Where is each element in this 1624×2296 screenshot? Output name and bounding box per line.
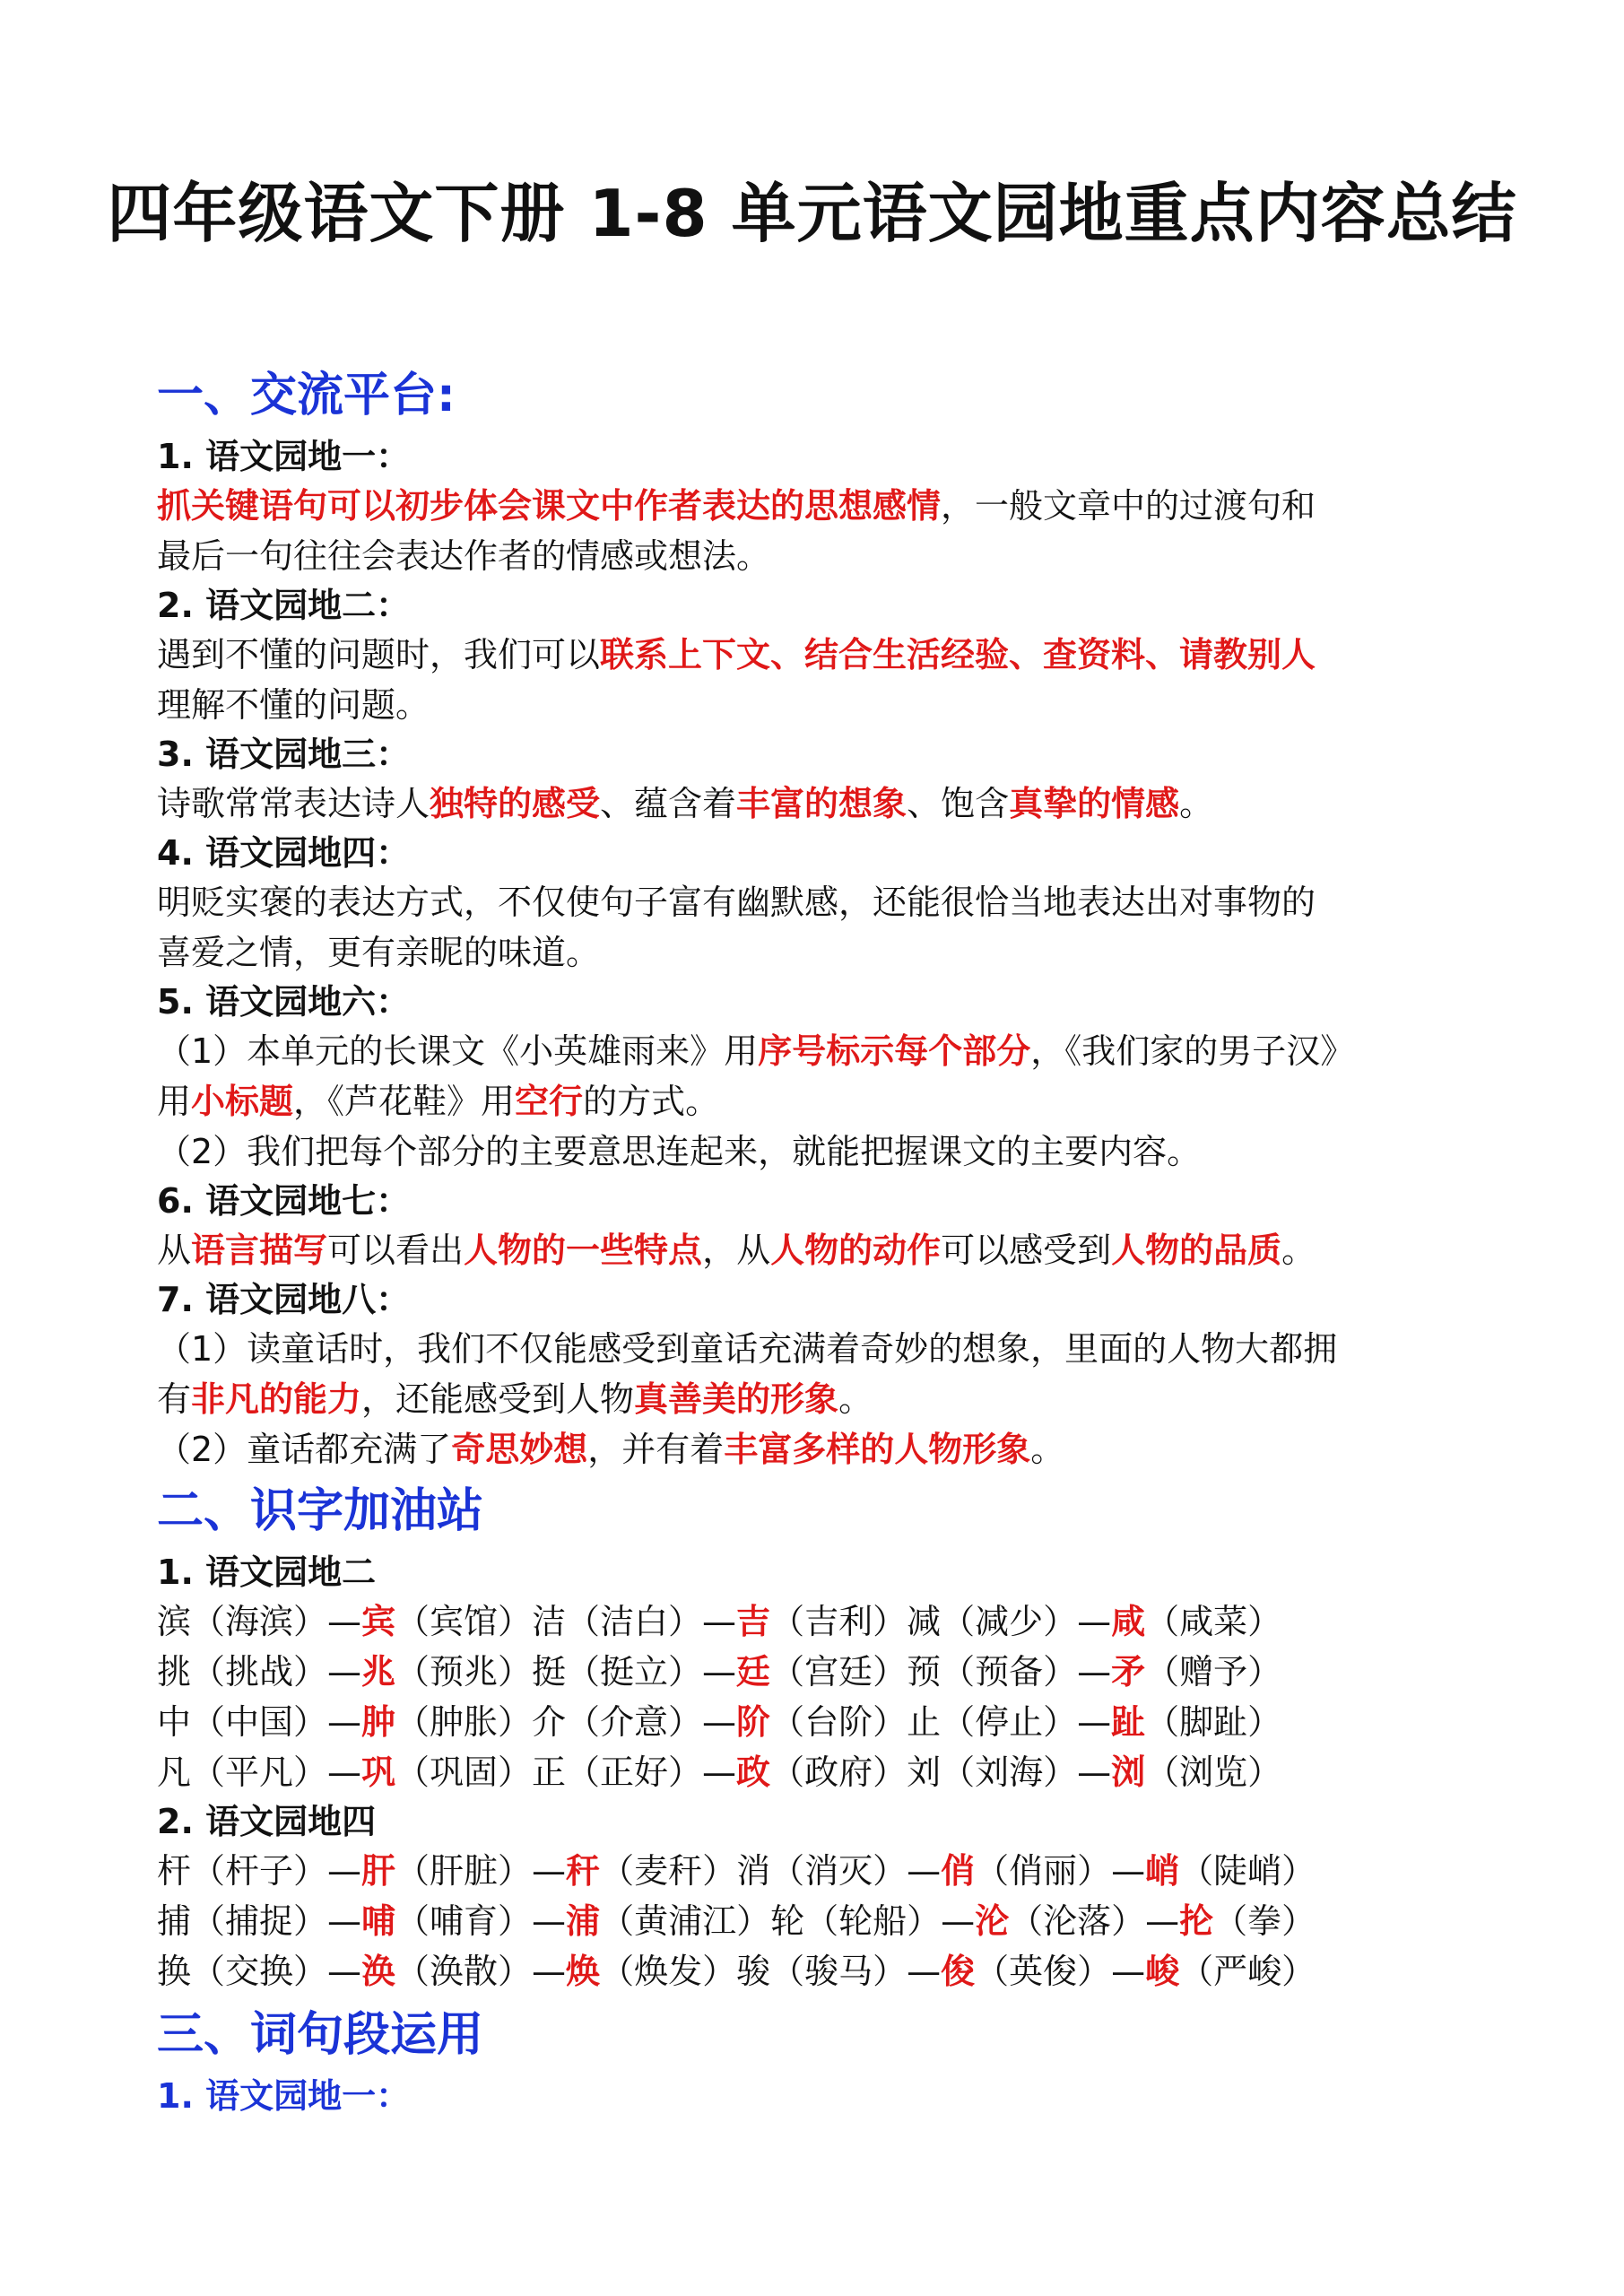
- highlighted-text: 矛: [1111, 1652, 1146, 1692]
- highlighted-text: 丰富的想象: [736, 784, 908, 823]
- highlighted-text: 人物的一些特点: [464, 1231, 703, 1270]
- text-run: 的方式。: [583, 1082, 720, 1121]
- text-line: [157, 1225, 1493, 1275]
- text-line: [157, 1424, 1493, 1474]
- highlighted-text: 巩: [361, 1752, 396, 1792]
- text-run: （英俊）—: [975, 1952, 1146, 1991]
- subsection-label: 6. 语文园地七：: [157, 1181, 411, 1221]
- highlighted-text: 俏: [941, 1851, 976, 1891]
- subsection-label: 7. 语文园地八：: [157, 1280, 411, 1319]
- text-run: （严峻）: [1179, 1952, 1316, 1991]
- text-run: 最后一句往往会表达作者的情感或想法。: [157, 536, 771, 576]
- highlighted-text: 丰富多样的人物形象: [724, 1430, 1031, 1469]
- highlighted-text: 小标题: [191, 1082, 294, 1121]
- text-line: [157, 1846, 1493, 1896]
- text-run: 换（交换）—: [157, 1952, 362, 1991]
- text-run: 理解不懂的问题。: [157, 685, 430, 725]
- highlighted-text: 廷: [736, 1652, 771, 1692]
- highlighted-text: 奇思妙想: [451, 1430, 588, 1469]
- subsection: [157, 1797, 1493, 1996]
- subsection-label: 1. 语文园地二: [157, 1552, 377, 1592]
- text-run: 挑（挑战）—: [157, 1652, 362, 1692]
- text-run: （预兆）挺（挺立）—: [395, 1652, 737, 1692]
- text-run: 从: [157, 1231, 192, 1270]
- text-run: 滨（海滨）—: [157, 1602, 362, 1641]
- highlighted-text: 人物的动作: [770, 1231, 942, 1270]
- text-line: [157, 481, 1493, 531]
- section-blocks: [157, 2072, 1493, 2120]
- text-run: （肝脏）—: [395, 1851, 567, 1891]
- highlighted-text: 浏: [1111, 1752, 1146, 1792]
- text-run: （俏丽）—: [975, 1851, 1146, 1891]
- subsection: [157, 730, 1493, 829]
- highlighted-text: 浦: [566, 1901, 601, 1941]
- highlighted-text: 政: [736, 1752, 771, 1792]
- text-run: ，从: [702, 1231, 771, 1270]
- text-run: 用: [157, 1082, 192, 1121]
- text-run: （1）本单元的长课文《小英雄雨来》用: [157, 1031, 759, 1071]
- section-heading: 三、词句段运用: [157, 2008, 484, 2062]
- section-literacy-station: [157, 1483, 1493, 1996]
- section-exchange-platform: [157, 368, 1493, 1474]
- subsection: [157, 1177, 1493, 1275]
- text-run: 。: [1179, 784, 1214, 823]
- text-run: （吉利）减（减少）—: [770, 1602, 1112, 1641]
- text-line: [157, 630, 1493, 680]
- highlighted-text: 抓关键语句可以初步体会课文中作者表达的思想感情: [157, 486, 942, 526]
- subsection-label: 2. 语文园地二：: [157, 586, 411, 625]
- highlighted-text: 吉: [736, 1602, 771, 1641]
- subsection: [157, 2072, 1493, 2120]
- text-run: （肿胀）介（介意）—: [395, 1702, 737, 1742]
- text-run: （1）读童话时，我们不仅能感受到童话充满着奇妙的想象，里面的人物大都拥: [157, 1329, 1338, 1369]
- text-line: [157, 1946, 1493, 1996]
- subsection-label: 1. 语文园地一：: [157, 2076, 411, 2116]
- text-run: 喜爱之情，更有亲昵的味道。: [157, 933, 601, 972]
- highlighted-text: 沦: [975, 1901, 1010, 1941]
- highlighted-text: 空行: [515, 1082, 584, 1121]
- highlighted-text: 俊: [941, 1952, 976, 1991]
- section-heading: 二、识字加油站: [157, 1484, 484, 1538]
- text-run: ，并有着: [587, 1430, 725, 1469]
- text-run: （政府）刘（刘海）—: [770, 1752, 1112, 1792]
- subsection-label: 1. 语文园地一：: [157, 437, 411, 476]
- highlighted-text: 峻: [1145, 1952, 1180, 1991]
- highlighted-text: 焕: [566, 1952, 601, 1991]
- highlighted-text: 人物的品质: [1111, 1231, 1282, 1270]
- text-line: [157, 1026, 1493, 1076]
- text-run: （沦落）—: [1009, 1901, 1180, 1941]
- document-content: [157, 368, 1493, 2120]
- highlighted-text: 肝: [361, 1851, 396, 1891]
- section-heading: 一、交流平台:: [157, 369, 456, 422]
- text-run: 中（中国）—: [157, 1702, 362, 1742]
- text-run: （赠予）: [1145, 1652, 1282, 1692]
- text-line: [157, 1076, 1493, 1126]
- highlighted-text: 阶: [736, 1702, 771, 1742]
- text-line: [157, 1126, 1493, 1177]
- highlighted-text: 宾: [361, 1602, 396, 1641]
- text-run: （哺育）—: [395, 1901, 567, 1941]
- text-run: （拳）: [1213, 1901, 1316, 1941]
- text-run: 可以感受到: [941, 1231, 1112, 1270]
- text-run: （陡峭）: [1179, 1851, 1316, 1891]
- text-run: （2）童话都充满了: [157, 1430, 452, 1469]
- text-run: ，还能感受到人物: [361, 1379, 635, 1419]
- highlighted-text: 秆: [566, 1851, 601, 1891]
- text-run: 可以看出: [327, 1231, 465, 1270]
- text-run: （脚趾）: [1145, 1702, 1282, 1742]
- subsection: [157, 432, 1493, 581]
- text-run: ，一般文章中的过渡句和: [941, 486, 1316, 526]
- highlighted-text: 兆: [361, 1652, 396, 1692]
- text-run: （宫廷）预（预备）—: [770, 1652, 1112, 1692]
- text-run: 有: [157, 1379, 192, 1419]
- subsection: [157, 1275, 1493, 1474]
- text-line: [157, 1896, 1493, 1946]
- text-run: （台阶）止（停止）—: [770, 1702, 1112, 1742]
- text-run: 遇到不懂的问题时，我们可以: [157, 635, 601, 674]
- highlighted-text: 真善美的形象: [634, 1379, 839, 1419]
- text-run: （涣散）—: [395, 1952, 567, 1991]
- text-run: ，《我们家的男子汉》: [1030, 1031, 1355, 1071]
- highlighted-text: 咸: [1111, 1602, 1146, 1641]
- highlighted-text: 非凡的能力: [191, 1379, 362, 1419]
- text-run: ，《芦花鞋》用: [293, 1082, 516, 1121]
- text-line: [157, 1697, 1493, 1747]
- text-line: [157, 1747, 1493, 1797]
- text-run: （宾馆）洁（洁白）—: [395, 1602, 737, 1641]
- text-run: （黄浦江）轮（轮船）—: [600, 1901, 976, 1941]
- text-run: 凡（平凡）—: [157, 1752, 362, 1792]
- highlighted-text: 独特的感受: [430, 784, 601, 823]
- subsection-label: 4. 语文园地四：: [157, 833, 411, 873]
- text-run: 诗歌常常表达诗人: [157, 784, 430, 823]
- highlighted-text: 语言描写: [191, 1231, 328, 1270]
- text-run: 杆（杆子）—: [157, 1851, 362, 1891]
- highlighted-text: 真挚的情感: [1009, 784, 1180, 823]
- section-blocks: [157, 1548, 1493, 1996]
- subsection-label: 3. 语文园地三：: [157, 735, 411, 774]
- text-run: （巩固）正（正好）—: [395, 1752, 737, 1792]
- text-run: （浏览）: [1145, 1752, 1282, 1792]
- text-run: 。: [838, 1379, 873, 1419]
- highlighted-text: 峭: [1145, 1851, 1180, 1891]
- subsection-label: 5. 语文园地六：: [157, 982, 411, 1022]
- text-run: （2）我们把每个部分的主要意思连起来，就能把握课文的主要内容。: [157, 1132, 1202, 1171]
- text-run: 。: [1030, 1430, 1065, 1469]
- section-blocks: [157, 432, 1493, 1474]
- text-line: [157, 1647, 1493, 1697]
- subsection-label: 2. 语文园地四: [157, 1802, 377, 1841]
- subsection: [157, 581, 1493, 730]
- section-phrase-usage: [157, 2007, 1493, 2120]
- text-run: （麦秆）消（消灭）—: [600, 1851, 942, 1891]
- highlighted-text: 涣: [361, 1952, 396, 1991]
- text-line: [157, 680, 1493, 730]
- text-run: （焕发）骏（骏马）—: [600, 1952, 942, 1991]
- highlighted-text: 联系上下文、结合生活经验、查资料、请教别人: [600, 635, 1316, 674]
- text-run: 捕（捕捉）—: [157, 1901, 362, 1941]
- highlighted-text: 肿: [361, 1702, 396, 1742]
- text-line: [157, 877, 1493, 927]
- text-line: [157, 1374, 1493, 1424]
- subsection: [157, 829, 1493, 978]
- text-run: （咸菜）: [1145, 1602, 1282, 1641]
- text-line: [157, 1596, 1493, 1647]
- highlighted-text: 哺: [361, 1901, 396, 1941]
- page-title: 四年级语文下册 1-8 单元语文园地重点内容总结: [107, 176, 1517, 251]
- text-line: [157, 778, 1493, 829]
- highlighted-text: 趾: [1111, 1702, 1146, 1742]
- text-run: 。: [1281, 1231, 1316, 1270]
- text-line: [157, 1324, 1493, 1374]
- subsection: [157, 1548, 1493, 1797]
- subsection: [157, 978, 1493, 1177]
- highlighted-text: 抡: [1179, 1901, 1214, 1941]
- text-line: [157, 927, 1493, 978]
- text-run: 、饱含: [907, 784, 1010, 823]
- text-run: 明贬实褒的表达方式，不仅使句子富有幽默感，还能很恰当地表达出对事物的: [157, 883, 1316, 922]
- text-line: [157, 531, 1493, 581]
- text-run: 、蕴含着: [600, 784, 737, 823]
- highlighted-text: 序号标示每个部分: [758, 1031, 1031, 1071]
